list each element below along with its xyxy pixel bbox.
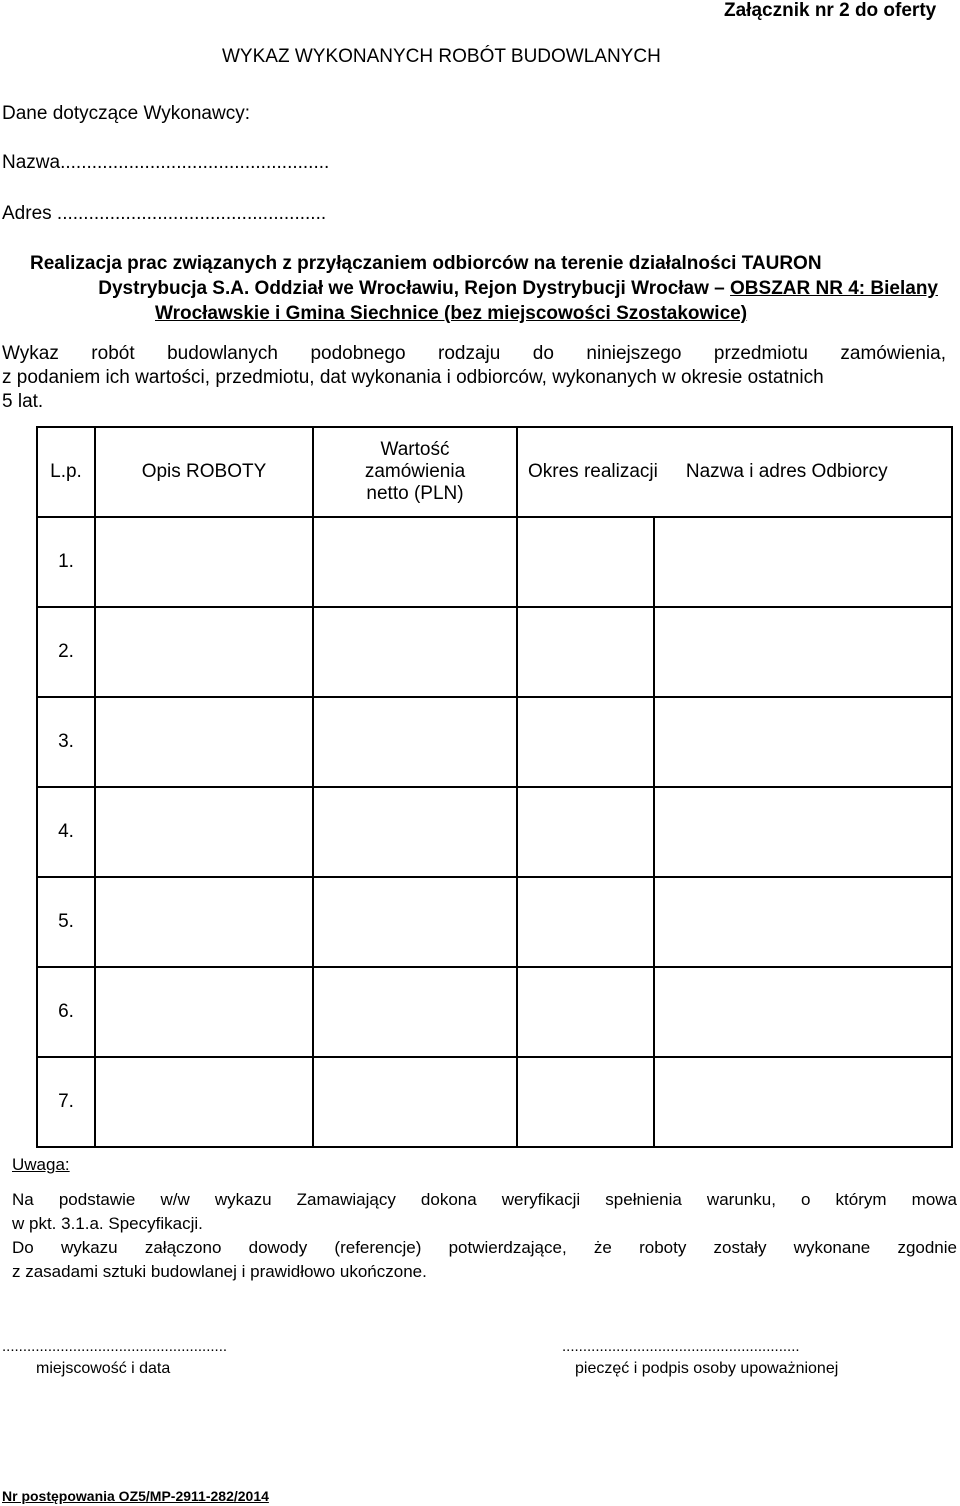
- subject-line-3: Wrocławskie i Gmina Siechnice (bez miejscowości Szostakowice): [155, 303, 748, 324]
- value-cell[interactable]: [313, 787, 517, 877]
- note-p1-line-1: Na podstawie w/w wykazu Zamawiający dokona weryfikacji spełnienia warunku, o którym mowa: [12, 1190, 957, 1209]
- client-cell[interactable]: [654, 607, 952, 697]
- period-cell[interactable]: [517, 607, 654, 697]
- period-cell[interactable]: [517, 877, 654, 967]
- intro-paragraph: [2, 342, 946, 414]
- table-row: [37, 877, 952, 967]
- note-label: Uwaga:: [12, 1155, 70, 1174]
- signature-field[interactable]: .........................................................: [562, 1338, 800, 1355]
- value-cell[interactable]: [313, 1057, 517, 1147]
- procedure-number: Nr postępowania OZ5/MP-2911-282/2014: [2, 1488, 269, 1504]
- row-number-cell: [37, 607, 95, 697]
- row-number-cell: [37, 877, 95, 967]
- document-title: WYKAZ WYKONANYCH ROBÓT BUDOWLANYCH: [222, 46, 661, 67]
- note-p2-line-2: z zasadami sztuki budowlanej i prawidłowo ukończone.: [12, 1262, 427, 1281]
- column-header-value-line-1: Wartość: [380, 439, 450, 460]
- row-number: 6.: [58, 1001, 74, 1022]
- description-cell[interactable]: [95, 697, 313, 787]
- row-number: 4.: [58, 821, 74, 842]
- client-cell[interactable]: [654, 787, 952, 877]
- contractor-heading: Dane dotyczące Wykonawcy:: [2, 103, 250, 124]
- intro-line-3: 5 lat.: [2, 391, 44, 412]
- column-header-value-line-3: netto (PLN): [366, 483, 464, 504]
- description-cell[interactable]: [95, 877, 313, 967]
- row-number: 2.: [58, 641, 74, 662]
- note-p1-line-2: w pkt. 3.1.a. Specyfikacji.: [12, 1214, 203, 1233]
- period-cell[interactable]: [517, 697, 654, 787]
- row-number-cell: [37, 697, 95, 787]
- description-cell[interactable]: [95, 787, 313, 877]
- subject-line-1: Realizacja prac związanych z przyłączaniem odbiorców na terenie działalności TAURON: [30, 253, 822, 274]
- place-date-label: miejscowość i data: [36, 1360, 171, 1377]
- column-header-value: [313, 427, 517, 517]
- notes-paragraph: [12, 1188, 957, 1284]
- client-cell[interactable]: [654, 697, 952, 787]
- subject-area-underlined: OBSZAR NR 4: Bielany: [730, 278, 938, 299]
- description-cell[interactable]: [95, 607, 313, 697]
- table-row: [37, 517, 952, 607]
- subject-line-2: [4, 276, 960, 301]
- column-header-description-label: Opis ROBOTY: [141, 461, 267, 482]
- client-cell[interactable]: [654, 517, 952, 607]
- client-cell[interactable]: [654, 877, 952, 967]
- table-row: [37, 787, 952, 877]
- column-header-client-label: Nazwa i adres Odbiorcy: [685, 461, 888, 482]
- column-header-lp: [37, 427, 95, 517]
- period-cell[interactable]: [517, 967, 654, 1057]
- row-number: 3.: [58, 731, 74, 752]
- note-p2-line-1: Do wykazu załączono dowody (referencje) potwierdzające, że roboty zostały wykonane zgodnie: [12, 1238, 957, 1257]
- description-cell[interactable]: [95, 1057, 313, 1147]
- row-number-cell: [37, 517, 95, 607]
- client-cell[interactable]: [654, 1057, 952, 1147]
- value-cell[interactable]: [313, 967, 517, 1057]
- description-cell[interactable]: [95, 967, 313, 1057]
- column-header-period-label: Okres realizacji: [528, 461, 658, 482]
- row-number-cell: [37, 1057, 95, 1147]
- row-number-cell: [37, 967, 95, 1057]
- row-number: 1.: [58, 551, 74, 572]
- table-header-row: [37, 427, 952, 517]
- value-cell[interactable]: [313, 517, 517, 607]
- intro-line-1: Wykaz robót budowlanych podobnego rodzaju do niniejszego przedmiotu zamówienia,: [2, 343, 946, 364]
- value-cell[interactable]: [313, 697, 517, 787]
- row-number-cell: [37, 787, 95, 877]
- contractor-name-field[interactable]: Nazwa...................................................: [2, 152, 330, 173]
- column-header-period-client: [517, 427, 952, 517]
- period-cell[interactable]: [517, 1057, 654, 1147]
- value-cell[interactable]: [313, 877, 517, 967]
- signature-label: pieczęć i podpis osoby upoważnionej: [575, 1360, 839, 1377]
- contract-subject: [4, 251, 960, 326]
- column-header-description: [95, 427, 313, 517]
- subject-line-2-text: Dystrybucja S.A. Oddział we Wrocławiu, Rejon Dystrybucji Wrocław –: [98, 278, 731, 299]
- client-cell[interactable]: [654, 967, 952, 1057]
- column-header-lp-label: L.p.: [50, 461, 82, 482]
- table-row: [37, 1057, 952, 1147]
- table-row: [37, 697, 952, 787]
- table-row: [37, 967, 952, 1057]
- row-number: 7.: [58, 1091, 74, 1112]
- period-cell[interactable]: [517, 787, 654, 877]
- row-number: 5.: [58, 911, 74, 932]
- contractor-address-field[interactable]: Adres ...................................................: [2, 203, 327, 224]
- annex-label: Załącznik nr 2 do oferty: [724, 0, 937, 21]
- works-table: [36, 426, 953, 1148]
- value-cell[interactable]: [313, 607, 517, 697]
- column-header-value-line-2: zamówienia: [364, 461, 466, 482]
- place-date-field[interactable]: ......................................................: [2, 1338, 228, 1355]
- table-row: [37, 607, 952, 697]
- description-cell[interactable]: [95, 517, 313, 607]
- period-cell[interactable]: [517, 517, 654, 607]
- intro-line-2: z podaniem ich wartości, przedmiotu, dat wykonania i odbiorców, wykonanych w okresie ostatnich: [2, 367, 824, 388]
